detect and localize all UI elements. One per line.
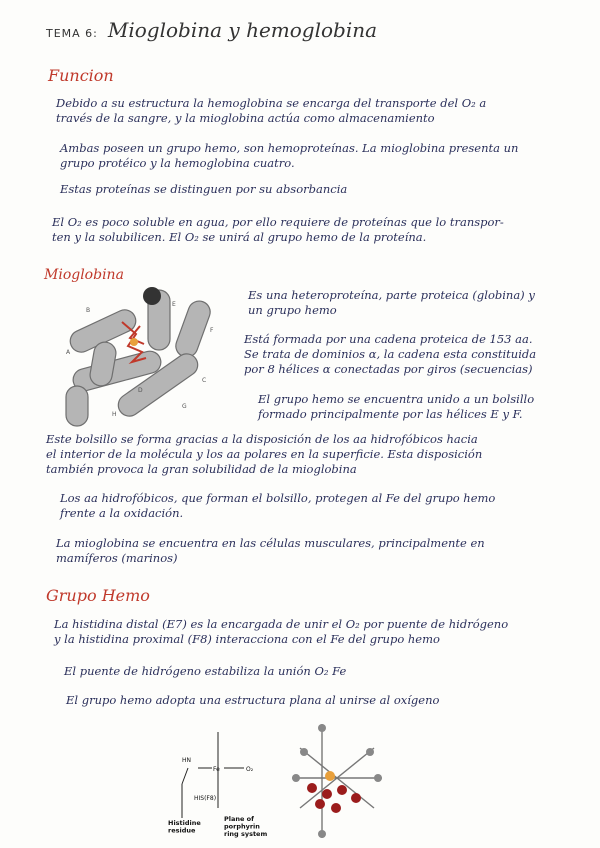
fe-label: Fe bbox=[213, 766, 220, 773]
grupo-hemo-paragraph-3: El grupo hemo adopta una estructura plana al unirse al oxígeno bbox=[66, 693, 440, 707]
caption-line: Plane of bbox=[224, 815, 254, 823]
funcion-paragraph-4: El O₂ es poco soluble en agua, por ello requiere de proteínas que lo transpor- ten y la solubilicen. El O₂ se unirá al grupo hemo de la proteína. bbox=[52, 215, 504, 244]
funcion-paragraph-3: Estas proteínas se distinguen por su absorbancia bbox=[60, 182, 348, 196]
heme-3d-structure-diagram bbox=[282, 718, 392, 846]
svg-text:B: B bbox=[86, 307, 91, 314]
topic-number: TEMA 6: bbox=[46, 27, 98, 40]
svg-text:C: C bbox=[202, 377, 207, 384]
caption-line: Histidine bbox=[168, 819, 201, 827]
histidine-heme-binding-diagram bbox=[168, 728, 278, 846]
svg-text:E: E bbox=[172, 301, 176, 308]
mioglobina-paragraph-6: La mioglobina se encuentra en las células musculares, principalmente en mamíferos (marinos) bbox=[56, 536, 485, 565]
section-heading-mioglobina: Mioglobina bbox=[44, 267, 124, 283]
mioglobina-paragraph-4: Este bolsillo se forma gracias a la disposición de los aa hidrofóbicos hacia el interior de la molécula y los aa polares en la superficie. Esta disposición también provoca la gran solubilidad de la mioglobina bbox=[46, 432, 483, 476]
caption-line: porphyrin bbox=[224, 822, 260, 831]
svg-text:F: F bbox=[210, 327, 214, 334]
histidine-label bbox=[168, 819, 201, 835]
mioglobina-paragraph-3: El grupo hemo se encuentra unido a un bolsillo formado principalmente por las hélices E y F. bbox=[258, 392, 535, 421]
mioglobina-paragraph-5: Los aa hidrofóbicos, que forman el bolsillo, protegen al Fe del grupo hemo frente a la oxidación. bbox=[60, 491, 496, 520]
hn-label: HN bbox=[182, 757, 191, 764]
funcion-paragraph-2: Ambas poseen un grupo hemo, son hemoproteínas. La mioglobina presenta un grupo protéico y la hemoglobina cuatro. bbox=[60, 141, 519, 170]
svg-text:D: D bbox=[138, 387, 143, 394]
mioglobina-paragraph-2: Está formada por una cadena proteica de 153 aa. Se trata de dominios α, la cadena esta constituida por 8 hélices α conectadas por giros (secuencias) bbox=[244, 332, 537, 376]
o2-label: O₂ bbox=[246, 766, 254, 773]
grupo-hemo-paragraph-2: El puente de hidrógeno estabiliza la unión O₂ Fe bbox=[64, 664, 347, 678]
section-heading-funcion: Funcion bbox=[48, 66, 114, 85]
plane-label bbox=[224, 815, 267, 838]
svg-text:H: H bbox=[112, 411, 117, 418]
mioglobina-paragraph-1: Es una heteroproteína, parte proteica (globina) y un grupo hemo bbox=[248, 288, 535, 317]
section-heading-grupo-hemo: Grupo Hemo bbox=[46, 586, 150, 605]
his-f8-label: HIS(F8) bbox=[194, 795, 217, 802]
page-header bbox=[46, 18, 377, 42]
caption-line: residue bbox=[168, 826, 196, 835]
caption-line: ring system bbox=[224, 830, 268, 838]
svg-text:G: G bbox=[182, 403, 187, 410]
funcion-paragraph-1: Debido a su estructura la hemoglobina se encarga del transporte del O₂ a través de la sangre, y la mioglobina actúa como almacenamiento bbox=[56, 96, 487, 125]
myoglobin-ribbon-figure bbox=[52, 282, 242, 432]
page-title: Mioglobina y hemoglobina bbox=[107, 18, 378, 42]
grupo-hemo-paragraph-1: La histidina distal (E7) es la encargada de unir el O₂ por puente de hidrógeno y la histidina proximal (F8) interacciona con el Fe del grupo hemo bbox=[54, 617, 509, 646]
svg-text:A: A bbox=[66, 349, 71, 356]
